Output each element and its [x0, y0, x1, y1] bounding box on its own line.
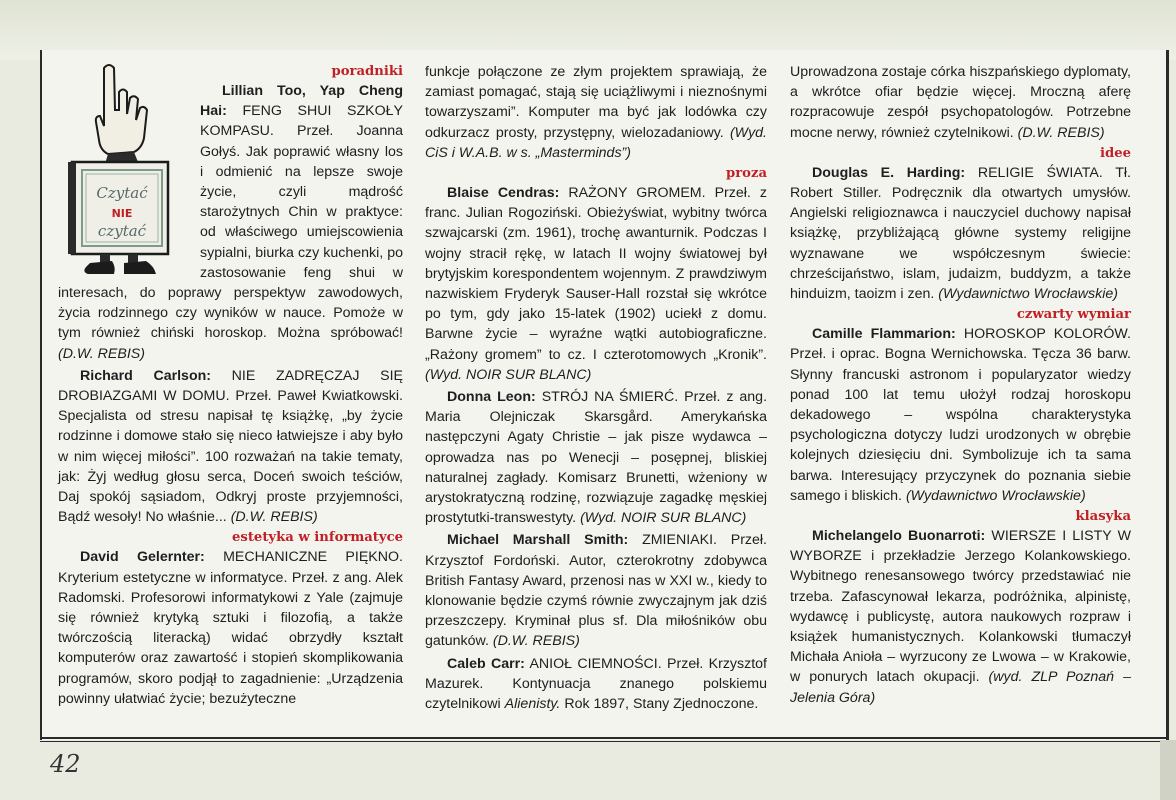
- entry-author: Michelangelo Buonarroti:: [812, 528, 986, 545]
- review-entry: [425, 387, 767, 528]
- entry-author: Michael Marshall Smith:: [447, 532, 629, 549]
- entry-body-tail: Rok 1897, Stany Zjednoczone.: [564, 696, 759, 713]
- book-title-line-1: Czytać: [96, 184, 148, 202]
- show-through-text: [60, 6, 1120, 46]
- category-label: proza: [726, 166, 767, 182]
- entry-body: Przeł. i oprac. Bogna Wernichowska. Tęcza 36 barw. Słynny francuski astronom i popularyzator wiedzy ponad 100 lat temu ułożył rodzaj horoskopu dekadowego – wspólna charakterystyka psychologiczna dotyczy ludzi urodzonych w obrębie kolejnych dziesięciu dni. Symbolizuje ich ta sama barwa. Interesujący przyczynek do poznania siebie samego i bliskich.: [790, 346, 1131, 504]
- entry-author: Caleb Carr:: [447, 655, 525, 672]
- review-entry: [790, 324, 1131, 506]
- entry-body: Przeł. z franc. Julian Rogoziński. Obieżyświat, wybitny twórca szwajcarski (zm. 1961), trochę awanturnik. Podczas I wojny stracił rękę, w latach II wojny światowej był brytyjskim korespondentem wojennym. Z prawdziwym nazwiskiem Fryderyk Sauser-Hall rozstał się wkrótce po tym, gdy jako 15-latek (1902) uciekł z domu. Barwne życie – wyraźne wątki autobiograficzne. „Rażony gromem” to cz. I czterotomowych „Kronik”.: [425, 185, 767, 363]
- entry-publisher: (D.W. REBIS): [1017, 124, 1105, 141]
- entry-body: Przeł. Krzysztof Mazurek. Kontynuacja znanego polskiemu czytelnikowi: [425, 655, 767, 713]
- bottom-rule-thin: [40, 741, 1167, 742]
- category-label: czwarty wymiar: [1016, 307, 1131, 323]
- category-label: estetyka w informatyce: [232, 530, 403, 546]
- entry-title: WIERSZE I LISTY W WYBORZE: [790, 528, 1131, 565]
- review-entry: [790, 163, 1131, 304]
- review-entry: [58, 547, 403, 709]
- entry-author: Lillian Too, Yap Cheng Hai:: [200, 83, 403, 120]
- page-number: 42: [50, 750, 81, 778]
- entry-title: STRÓJ NA ŚMIERĆ.: [541, 389, 679, 406]
- review-entry: [425, 183, 767, 385]
- bottom-rule: [40, 737, 1167, 739]
- continued-text: [790, 62, 1131, 143]
- book-title-line-3: czytać: [97, 222, 147, 240]
- entry-title: ZMIENIAKI.: [642, 532, 717, 549]
- review-entry: [58, 366, 403, 528]
- category-label: poradniki: [331, 64, 403, 79]
- entry-publisher: (D.W. REBIS): [230, 509, 318, 526]
- book-icon: [68, 162, 168, 254]
- entry-title: RAŻONY GROMEM.: [568, 185, 706, 202]
- entry-publisher: (Wyd. NOIR SUR BLANC): [425, 366, 592, 383]
- entry-body: Kryterium estetyczne w informatyce. Przeł. z ang. Alek Radomski. Profesorowi informatykowi z Yale (zajmuje się również krytyką sztuki i filozofią, a także twórczością literacką) widać obrzydły kształt komputerów oraz zawartość i stopień skomplikowania programów, skoro podjął to zagadnienie: „Urządzenia powinny ułatwiać życie; bezużyteczne: [58, 569, 403, 707]
- entry-author: Douglas E. Harding:: [812, 164, 966, 181]
- entry-title: RELIGIE ŚWIATA.: [977, 164, 1103, 181]
- entry-author: Donna Leon:: [447, 389, 536, 406]
- entry-body: Przeł. Paweł Kwiatkowski. Specjalista od stresu napisał tę książkę, „by życie rodzinne i domowe stało się nieco łatwiejsze i aby było w nim więcej miłości”. 100 rozważań na takie tematy, jak: Żyj według głosu serca, Doceń swoich teściów, Daj spokój sąsiadom, Odkryj proste przyjemności, Bądź wesoły! No właśnie...: [58, 388, 403, 526]
- entry-body-italic: Alienisty.: [504, 696, 561, 713]
- entry-author: Richard Carlson:: [80, 367, 212, 384]
- review-entry: [425, 530, 767, 651]
- entry-publisher: (D.W. REBIS): [58, 345, 145, 362]
- entry-title: MECHANICZNE PIĘKNO.: [223, 549, 403, 566]
- entry-title: FENG SHUI SZKOŁY KOMPASU.: [200, 103, 403, 140]
- entry-author: Camille Flammarion:: [812, 326, 956, 343]
- entry-publisher: (Wydawnictwo Wrocławskie): [938, 286, 1118, 303]
- pointing-hand-icon: [96, 65, 147, 164]
- entry-body: i przekładzie Jerzego Kolankowskiego. Wybitnego renesansowego twórcy przedstawiać nie trzeba. Zafascynował lekarza, podróżnika, alpinistę, wydawcę i publicystę, autora naukowych rozpraw i książek humanistycznych. Kolankowski tłumaczył Michała Anioła – wyrzucony ze Lwowa – w Krakowie, w ponurych latach okupacji.: [790, 548, 1131, 686]
- entry-title: NIE ZADRĘCZAJ SIĘ DROBIAZGAMI W DOMU.: [58, 367, 403, 405]
- column-1: [58, 62, 403, 711]
- column-3: [790, 62, 1131, 710]
- entry-author: Blaise Cendras:: [447, 185, 560, 202]
- continued-body: funkcje połączone ze złym projektem sprawiają, że zamiast pomagać, stają się uciążliwymi i nieznośnymi towarzyszami”. Komputer ma być jak lodówka czy odkurzacz prosty, przystępny, wielozadaniowy.: [425, 64, 767, 141]
- entry-body: Przeł. Joanna Gołyś. Jak poprawić własny los i odmienić na lepsze swoje życie, czyli mądrość starożytnych Chin w praktyce: od właściwego umiejscowienia sypialni, biurka czy kuchenki, po zastosowanie feng shui w interesach, do poprawy perspektyw zawodowych, życia rodzinnego czy wyników w nauce. Pomoże w tym również chiński horoskop. Można spróbować!: [58, 123, 403, 342]
- continued-body: Uprowadzona zostaje córka hiszpańskiego dyplomaty, a wkrótce ofiar będzie więcej. Mroczną aferę rozpracowuje zespół psychopatologów. Potrzebne mocne nerwy, również czytelnikowi.: [790, 64, 1131, 141]
- entry-publisher: (Wyd. NOIR SUR BLANC): [580, 510, 747, 527]
- review-entry: [790, 526, 1131, 708]
- category-label: idee: [1099, 145, 1131, 161]
- category-label: klasyka: [1075, 509, 1131, 525]
- continued-text: [425, 62, 767, 163]
- entry-title: HOROSKOP KOLORÓW.: [963, 326, 1131, 343]
- entry-author: David Gelernter:: [80, 549, 205, 566]
- entry-title: ANIOŁ CIEMNOŚCI.: [529, 655, 662, 672]
- entry-publisher: (Wyd. CiS i W.A.B. w s. „Masterminds”): [425, 124, 767, 161]
- book-illustration: [52, 62, 192, 282]
- column-2: [425, 62, 767, 716]
- entry-publisher: (wyd. ZLP Poznań – Jelenia Góra): [790, 669, 1131, 706]
- page-edge: [1160, 740, 1176, 800]
- legs-and-shoes-icon: [84, 254, 156, 274]
- entry-body: Tł. Robert Stiller. Podręcznik dla otwartych umysłów. Angielski religioznawca i nauczyciel duchowy napisał książkę, przybliżającą główne systemy religijne wyznawane we współczesnym świecie: chrześcijaństwo, islam, judaizm, buddyzm, a także hinduizm, taoizm i zen.: [790, 164, 1131, 303]
- book-title-line-2: NIE: [111, 207, 133, 220]
- review-entry: [425, 654, 767, 715]
- entry-publisher: (D.W. REBIS): [492, 633, 580, 650]
- entry-body: Przeł. Krzysztof Fordoński. Autor, czterokrotny zdobywca British Fantasy Award, przenosi nas w XXI w., kiedy to klonowanie będzie czymś równie zwyczajnym jak dziś przeszczepy. Kryminał plus sf. Dla miłośników obu gatunków.: [425, 532, 767, 650]
- entry-publisher: (Wydawnictwo Wrocławskie): [905, 487, 1086, 504]
- entry-body: Przeł. z ang. Maria Olejniczak Skarsgård. Amerykańska następczyni Agaty Christie – jak pisze wydawca – oprowadza nas po Wenecji – posępnej, bliskiej naturalnej zagłady. Komisarz Brunetti, wżeniony w arystokratyczną rodzinę, rozwiązuje zagadkę męskiej prostytutki-transwestyty.: [425, 389, 768, 527]
